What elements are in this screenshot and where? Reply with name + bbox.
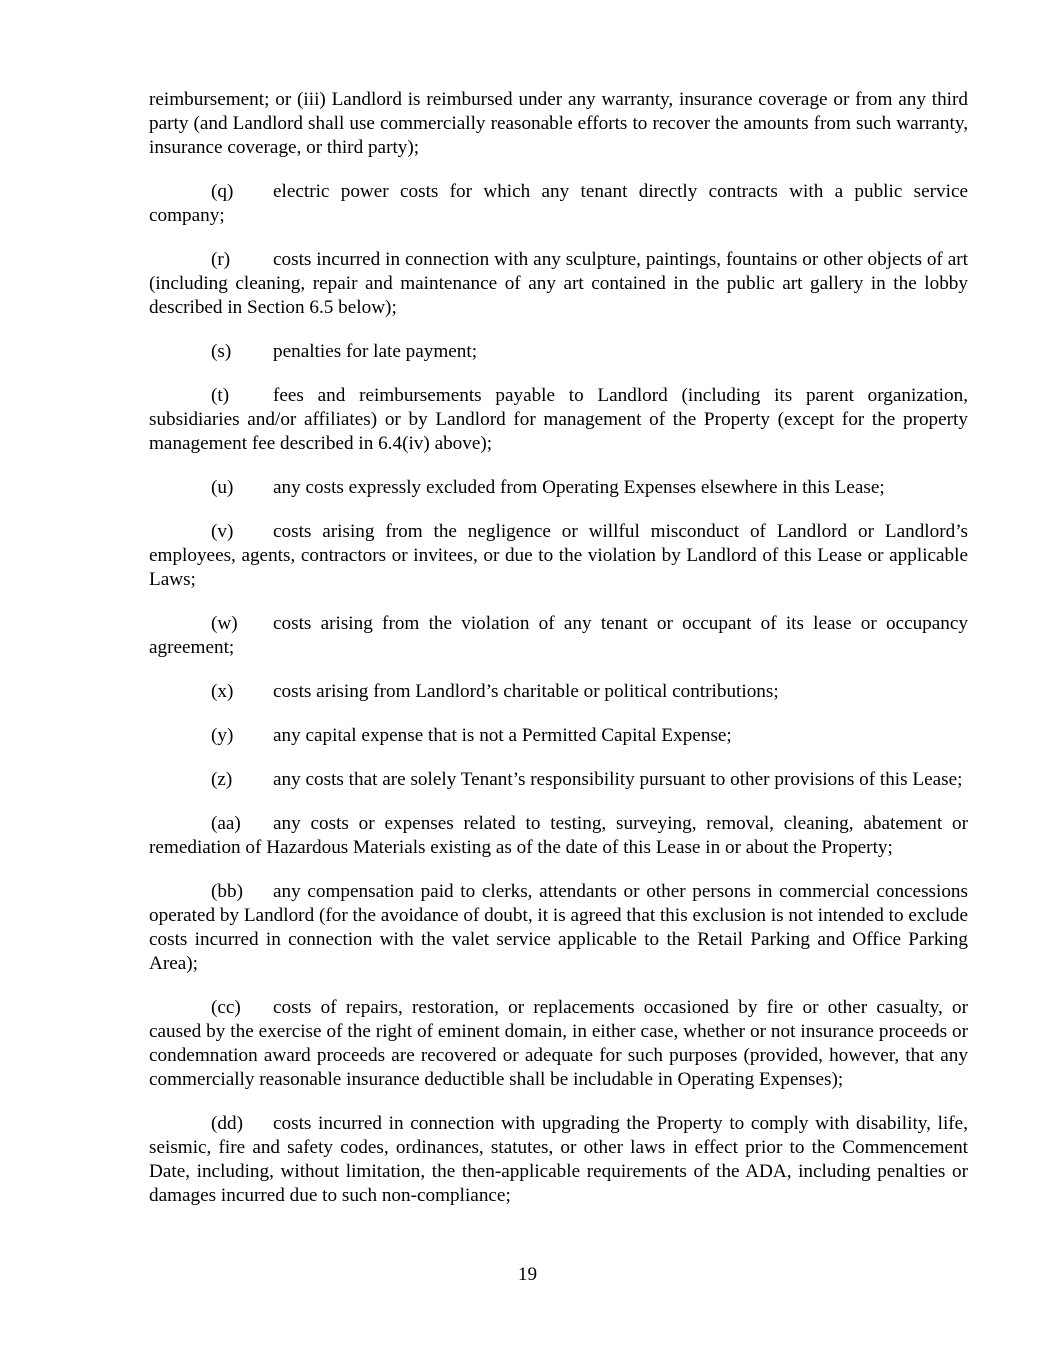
list-item-r xyxy=(149,248,968,320)
item-text: costs arising from Landlord’s charitable or political contributions; xyxy=(273,681,779,702)
list-item-w xyxy=(149,612,968,660)
continuation-paragraph: reimbursement; or (iii) Landlord is reimbursed under any warranty, insurance coverage or from any third party (and Landlord shall use commercially reasonable efforts to recover the amounts from such warranty, insurance coverage, or third party); xyxy=(149,89,968,158)
item-label: (r) xyxy=(211,249,231,270)
item-text: electric power costs for which any tenant directly contracts with a public service company; xyxy=(149,181,968,226)
item-text: any costs expressly excluded from Operating Expenses elsewhere in this Lease; xyxy=(273,477,885,498)
document-body xyxy=(149,88,968,1208)
list-item-cc xyxy=(149,996,968,1092)
item-text: costs incurred in connection with any sculpture, paintings, fountains or other objects of art (including cleaning, repair and maintenance of any art contained in the public art gallery in the lobby described in Section 6.5 below); xyxy=(149,249,968,318)
item-label: (w) xyxy=(211,613,238,634)
item-label: (s) xyxy=(211,341,232,362)
list-item-t xyxy=(149,384,968,456)
item-label: (x) xyxy=(211,681,234,702)
item-text: any costs or expenses related to testing, surveying, removal, cleaning, abatement or remediation of Hazardous Materials existing as of the date of this Lease in or about the Property; xyxy=(149,813,968,858)
item-label: (cc) xyxy=(211,997,241,1018)
list-item-bb xyxy=(149,880,968,976)
list-item-s xyxy=(149,340,968,364)
item-label: (bb) xyxy=(211,881,243,902)
item-text: costs arising from the negligence or willful misconduct of Landlord or Landlord’s employees, agents, contractors or invitees, or due to the violation by Landlord of this Lease or applicable Laws; xyxy=(149,521,968,590)
item-text: costs incurred in connection with upgrading the Property to comply with disability, life, seismic, fire and safety codes, ordinances, statutes, or other laws in effect prior to the Commencement Date, including, without limitation, the then-applicable requirements of the ADA, including penalties or damages incurred due to such non-compliance; xyxy=(149,1113,968,1206)
item-label: (q) xyxy=(211,181,234,202)
item-text: penalties for late payment; xyxy=(273,341,478,362)
item-label: (dd) xyxy=(211,1113,243,1134)
item-label: (t) xyxy=(211,385,230,406)
list-item-aa xyxy=(149,812,968,860)
item-label: (u) xyxy=(211,477,234,498)
item-text: any capital expense that is not a Permitted Capital Expense; xyxy=(273,725,732,746)
item-text: any compensation paid to clerks, attendants or other persons in commercial concessions operated by Landlord (for the avoidance of doubt, it is agreed that this exclusion is not intended to exclude costs incurred in connection with the valet service applicable to the Retail Parking and Office Parking Area); xyxy=(149,881,968,974)
item-label: (z) xyxy=(211,769,233,790)
page-number: 19 xyxy=(517,1264,538,1285)
list-item-v xyxy=(149,520,968,592)
list-item-z xyxy=(149,768,968,792)
item-text: costs of repairs, restoration, or replacements occasioned by fire or other casualty, or caused by the exercise of the right of eminent domain, in either case, whether or not insurance proceeds or condemnation award proceeds are recovered or adequate for such purposes (provided, however, that any commercially reasonable insurance deductible shall be includable in Operating Expenses); xyxy=(149,997,968,1090)
item-label: (v) xyxy=(211,521,234,542)
item-label: (aa) xyxy=(211,813,241,834)
list-item-x xyxy=(149,680,968,704)
item-text: any costs that are solely Tenant’s responsibility pursuant to other provisions of this Lease; xyxy=(273,769,963,790)
list-item-dd xyxy=(149,1112,968,1208)
item-label: (y) xyxy=(211,725,234,746)
list-item-u xyxy=(149,476,968,500)
list-item-y xyxy=(149,724,968,748)
list-item-q xyxy=(149,180,968,228)
item-text: costs arising from the violation of any tenant or occupant of its lease or occupancy agreement; xyxy=(149,613,968,658)
item-text: fees and reimbursements payable to Landlord (including its parent organization, subsidiaries and/or affiliates) or by Landlord for management of the Property (except for the property management fee described in 6.4(iv) above); xyxy=(149,385,968,454)
